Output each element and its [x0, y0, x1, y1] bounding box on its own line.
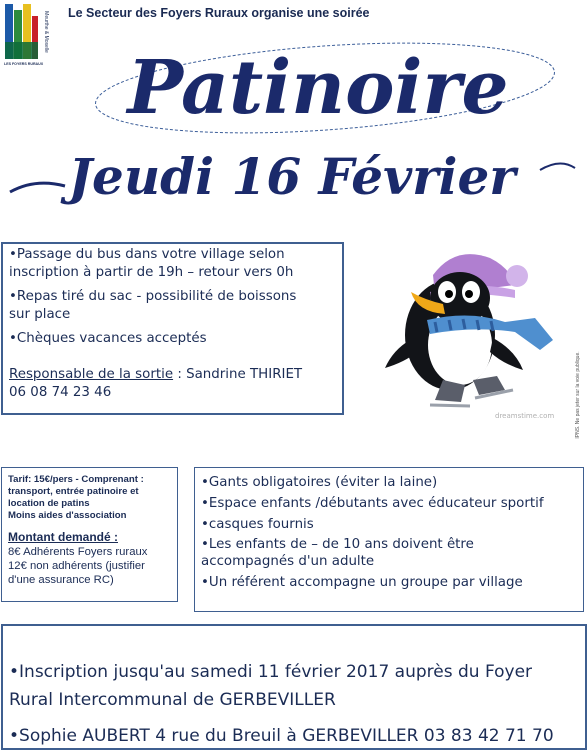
info-box-rules: [194, 467, 584, 612]
svg-text:LES FOYERS RURAUX: LES FOYERS RURAUX: [4, 62, 44, 66]
responsible-phone: 06 08 74 23 46: [9, 385, 112, 400]
rule-kids-area: •Espace enfants /débutants avec éducateur sportif: [201, 496, 544, 511]
info-box-inscription: [1, 624, 587, 750]
fee-non-members-2: d'une assurance RC): [8, 574, 114, 586]
watermark-text: dreamstime.com: [495, 412, 555, 420]
penguin-skater-image: [375, 240, 570, 420]
tarif-line-3: location de patins: [8, 498, 90, 509]
date-text: Jeudi 16 Février: [68, 147, 516, 206]
meal-line-2: sur place: [9, 307, 71, 322]
intro-text: Le Secteur des Foyers Ruraux organise une soirée: [68, 6, 370, 20]
rule-referent: •Un référent accompagne un groupe par village: [201, 575, 523, 590]
svg-text:IPNS. Ne pas jeter sur la voie: IPNS. Ne pas jeter sur la voie publique.: [575, 351, 581, 439]
title-text: Patinoire: [127, 45, 509, 131]
contact-line: •Sophie AUBERT 4 rue du Breuil à GERBEVILLER 03 83 42 71 70: [9, 726, 554, 746]
responsible-line: Responsable de la sortie : Sandrine THIRIET: [9, 367, 303, 382]
responsible-name: Sandrine THIRIET: [186, 367, 303, 382]
bus-line-2: inscription à partir de 19h – retour vers 0h: [9, 265, 294, 280]
svg-text:Meurthe & Moselle: Meurthe & Moselle: [43, 11, 49, 53]
inscription-line: •Inscription jusqu'au samedi 11 février 2017 auprès du Foyer: [9, 662, 533, 682]
rule-gloves: •Gants obligatoires (éviter la laine): [201, 475, 438, 490]
info-box-tarif: [1, 467, 178, 602]
info-box-bus: [1, 242, 344, 415]
fee-members: 8€ Adhérents Foyers ruraux: [8, 546, 148, 558]
rule-under-10: •Les enfants de – de 10 ans doivent être accompagnés d'un adulte: [201, 537, 474, 569]
inscription-line-2: Rural Intercommunal de GERBEVILLER: [9, 690, 336, 710]
meal-line: •Repas tiré du sac - possibilité de boissons: [9, 289, 297, 304]
bus-line: •Passage du bus dans votre village selon: [9, 247, 285, 262]
tarif-line: Tarif: 15€/pers - Comprenant :: [8, 474, 144, 485]
montant-label: Montant demandé :: [8, 530, 118, 544]
cheques-line: •Chèques vacances acceptés: [9, 331, 207, 346]
rule-helmets: •casques fournis: [201, 517, 314, 532]
fee-non-members: 12€ non adhérents (justifier: [8, 560, 145, 572]
title-block: [0, 18, 588, 228]
tarif-line-4: Moins aides d'association: [8, 510, 127, 521]
tarif-line-2: transport, entrée patinoire et: [8, 486, 139, 497]
responsible-label: Responsable de la sortie: [9, 367, 174, 382]
ipns-note: [574, 340, 584, 450]
title-graphic: [0, 18, 588, 228]
